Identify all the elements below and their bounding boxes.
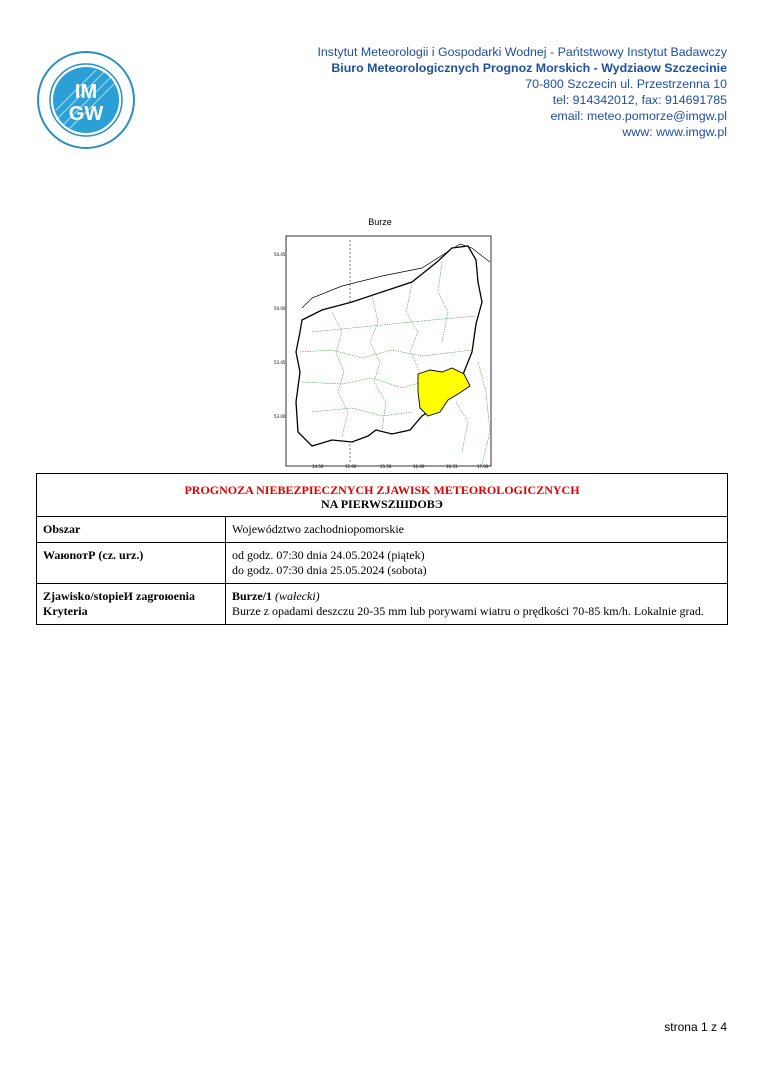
warning-title-cell (37, 474, 728, 517)
y-tick-1: 54.45 (274, 252, 286, 257)
warning-title: PROGNOZA NIEBEZPIECZNYCH ZJAWISK METEOROLOGICZNYCH (184, 483, 580, 497)
validity-from: od godz. 07:30 dnia 24.05.2024 (piątek) (232, 548, 425, 562)
y-tick-3: 53.45 (274, 360, 286, 365)
imgw-logo (36, 50, 136, 150)
phenomenon-label-line1: Zjawisko/stopieИ zagroюenia (43, 589, 195, 603)
header-email[interactable]: email: meteo.pomorze@imgw.pl (550, 109, 727, 123)
x-tick-6: 17.00 (477, 464, 489, 469)
phenomenon-label (37, 584, 226, 625)
phenomenon-label-line2: Kryteria (43, 604, 88, 618)
y-tick-4: 53.00 (274, 414, 286, 419)
logo-text-bottom: GW (68, 103, 104, 125)
page-number: strona 1 z 4 (664, 1020, 727, 1034)
header-institute: Instytut Meteorologii i Gospodarki Wodnej - Pańtstwowy Instytut Badawczy (317, 45, 727, 59)
map-title: Burze (368, 217, 392, 227)
x-tick-1: 14.50 (312, 464, 324, 469)
header-block (207, 44, 727, 140)
phenomenon-name: Burze/1 (232, 589, 272, 603)
header-address: 70-800 Szczecin ul. Przestrzenna 10 (525, 77, 727, 91)
x-tick-5: 16.33 (446, 464, 458, 469)
warning-map (272, 232, 494, 470)
phenomenon-county: (wałecki) (275, 589, 320, 603)
header-website[interactable]: www: www.imgw.pl (622, 125, 727, 139)
header-office: Biuro Meteorologicznych Prognoz Morskich - Wydziaow Szczecinie (331, 61, 727, 75)
validity-to: do godz. 07:30 dnia 25.05.2024 (sobota) (232, 563, 427, 577)
warning-table (36, 473, 728, 625)
area-label: Obszar (37, 517, 226, 543)
criteria-text: Burze z opadami deszczu 20-35 mm lub porywami wiatru o prędkości 70-85 km/h. Lokalnie grad. (232, 604, 704, 618)
x-tick-4: 16.00 (413, 464, 425, 469)
phenomenon-value (226, 584, 728, 625)
header-phone: tel: 914342012, fax: 914691785 (552, 93, 727, 107)
area-value: Województwo zachodniopomorskie (226, 517, 728, 543)
warning-subtitle: NA PIERWSZШDOBЭ (321, 497, 443, 511)
validity-value (226, 543, 728, 584)
x-tick-2: 15.00 (345, 464, 357, 469)
validity-label: WaюnoтР (cz. urz.) (37, 543, 226, 584)
y-tick-2: 54.00 (274, 306, 286, 311)
x-tick-3: 15.50 (380, 464, 392, 469)
logo-text-top: IM (74, 81, 98, 103)
